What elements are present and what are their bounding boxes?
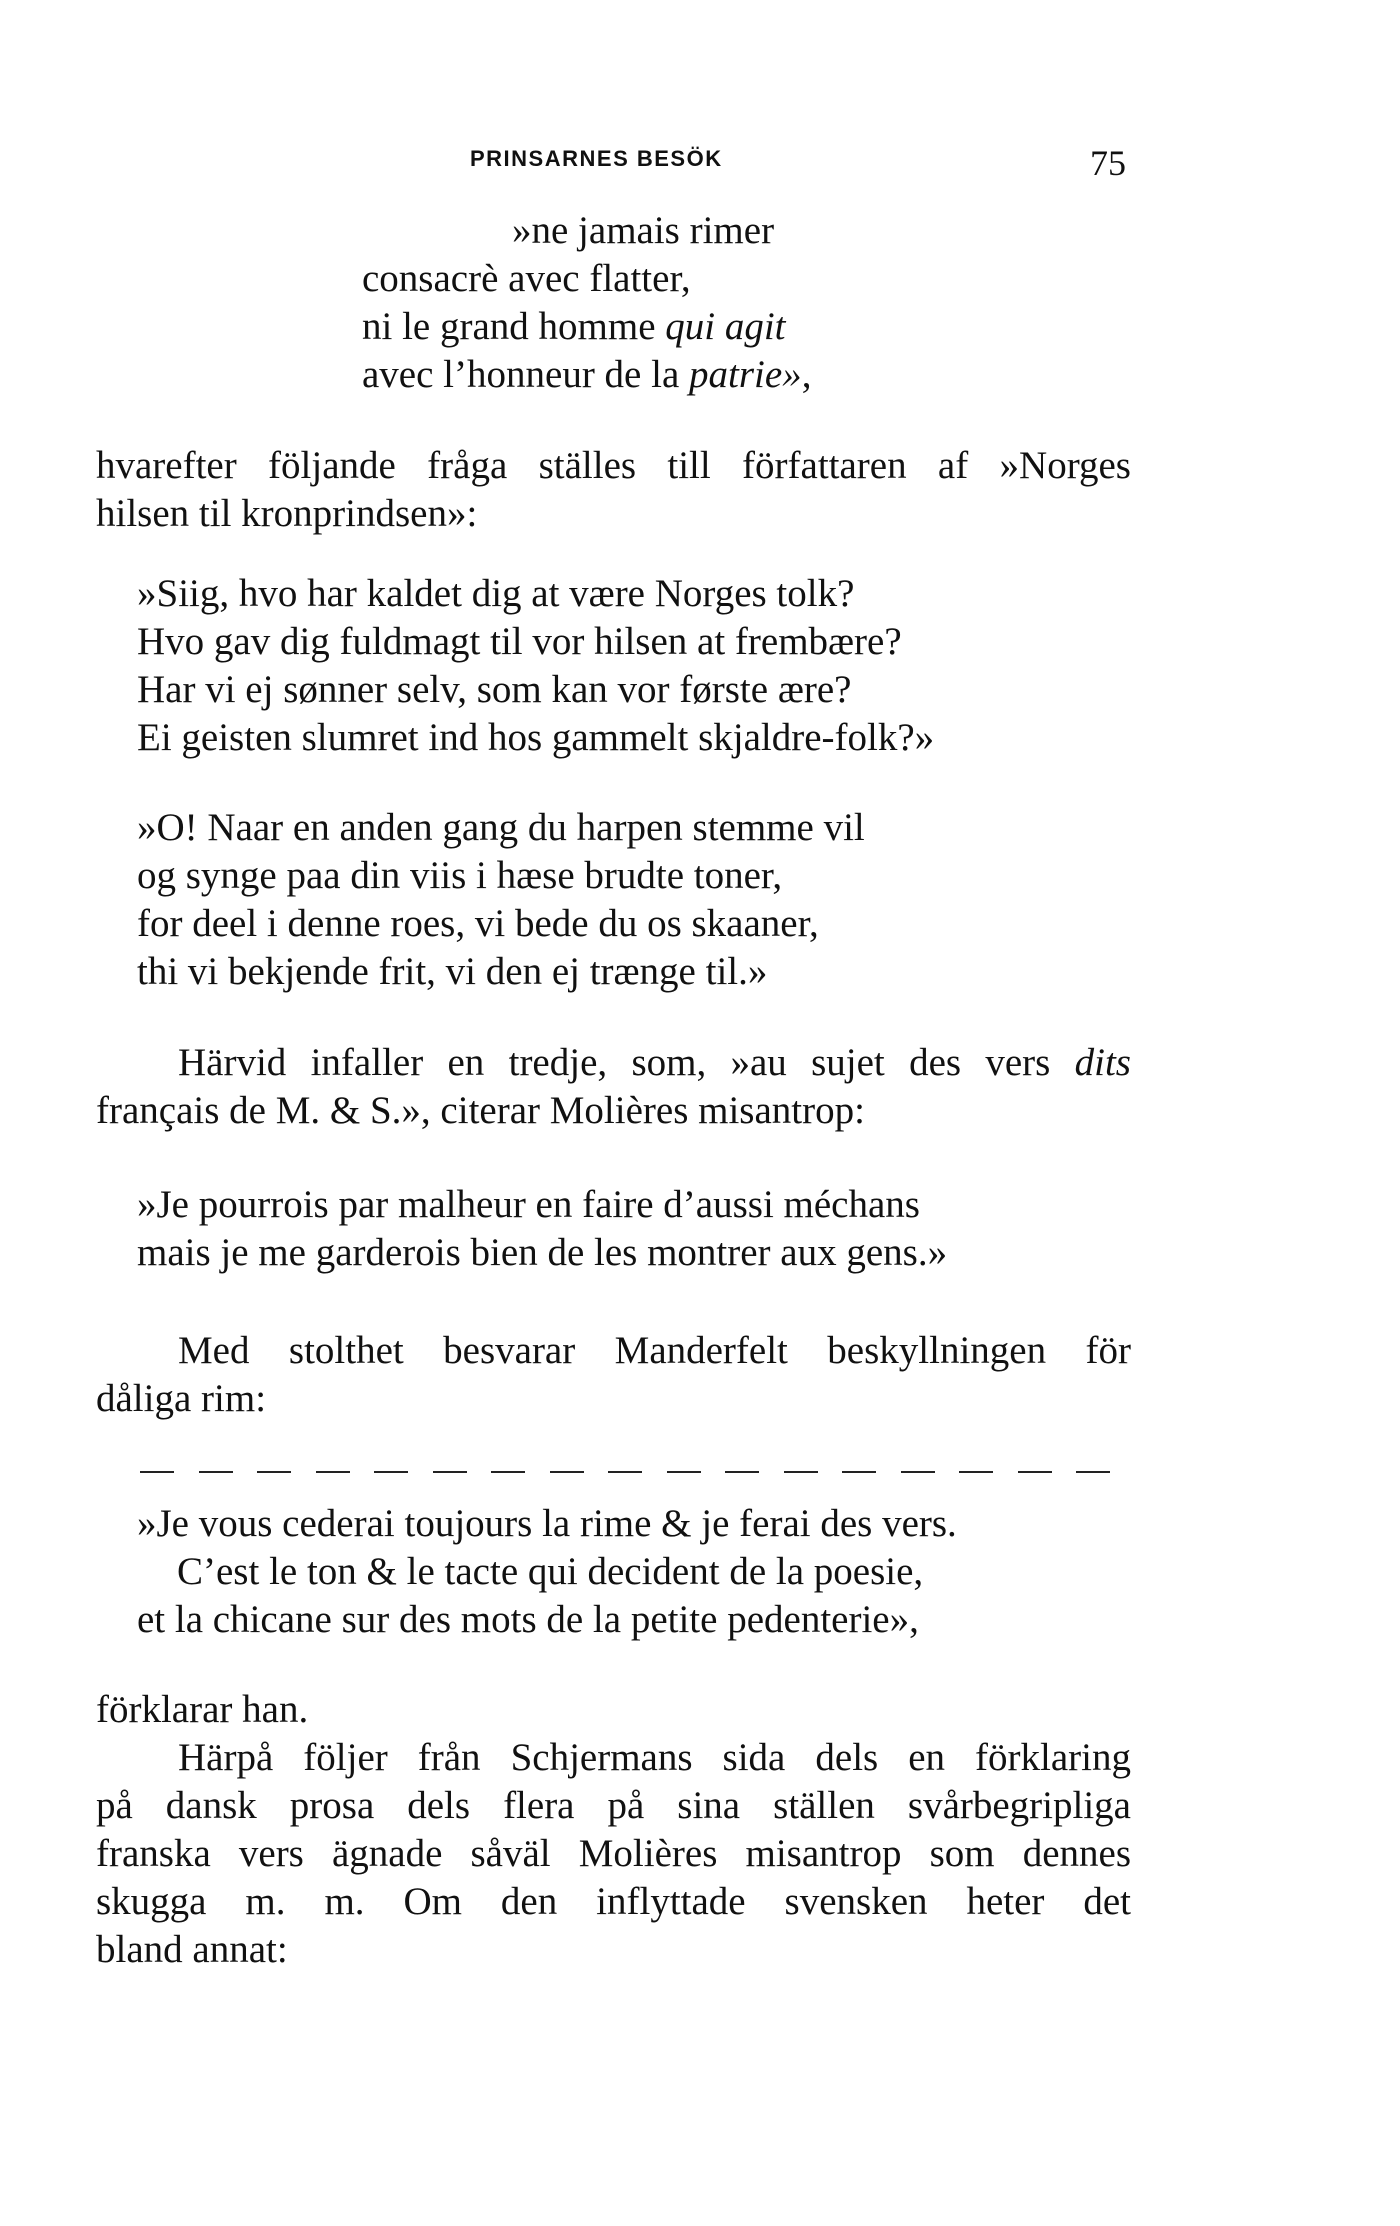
verse-quote-3	[137, 804, 865, 996]
text-line: français de M. & S.», citerar Molières misantrop:	[96, 1089, 865, 1132]
text-line: franska vers ägnade såväl Molières misantrop som dennes	[96, 1832, 1131, 1875]
verse-line: »ne jamais rimer	[512, 209, 775, 252]
dash	[842, 1471, 876, 1473]
running-title: PRINSARNES BESÖK	[470, 146, 723, 171]
omission-dashes	[140, 1462, 1110, 1482]
text-line: förklarar han.	[96, 1688, 309, 1731]
verse-line: Ei geisten slumret ind hos gammelt skjaldre-folk?»	[137, 716, 935, 759]
verse-line: »Je vous cederai toujours la rime & je ferai des vers.	[137, 1502, 957, 1545]
verse-text: avec l’honneur de la	[362, 353, 690, 396]
dash	[1076, 1471, 1110, 1473]
text-line	[96, 1039, 1131, 1087]
verse-line: consacrè avec flatter,	[362, 257, 691, 300]
italic-text: patrie»	[689, 353, 802, 396]
verse-quote-4	[137, 1181, 947, 1277]
text-line: skugga m. m. Om den inflyttade svensken heter det	[96, 1880, 1131, 1923]
verse-quote-1	[362, 207, 811, 399]
verse-line: C’est le ton & le tacte qui decident de la poesie,	[177, 1550, 924, 1593]
verse-line: »Je pourrois par malheur en faire d’aussi méchans	[137, 1183, 920, 1226]
verse-line	[362, 351, 811, 399]
dash	[667, 1471, 701, 1473]
dash	[257, 1471, 291, 1473]
verse-line: mais je me garderois bien de les montrer aux gens.»	[137, 1231, 948, 1274]
page-number: 75	[1090, 143, 1126, 183]
verse-line: et la chicane sur des mots de la petite pedenterie»,	[137, 1598, 919, 1641]
text-line: Härpå följer från Schjermans sida dels en förklaring	[178, 1736, 1131, 1779]
italic-text: dits	[1074, 1041, 1131, 1084]
dash	[199, 1471, 233, 1473]
verse-line: for deel i denne roes, vi bede du os skaaner,	[137, 902, 819, 945]
verse-quote-5	[137, 1500, 957, 1644]
paragraph-2	[96, 1039, 1131, 1135]
verse-line: »O! Naar en anden gang du harpen stemme vil	[137, 806, 865, 849]
verse-line: Har vi ej sønner selv, som kan vor første ære?	[137, 668, 852, 711]
dash	[608, 1471, 642, 1473]
verse-text: ,	[801, 353, 812, 396]
paragraph-3	[96, 1327, 1131, 1423]
running-head	[0, 142, 1400, 182]
text-line: hilsen til kronprindsen»:	[96, 492, 478, 535]
dash	[1018, 1471, 1052, 1473]
dash	[550, 1471, 584, 1473]
paragraph-1	[96, 442, 1131, 538]
verse-text: ni le grand homme	[362, 305, 666, 348]
text-line: Med stolthet besvarar Manderfelt beskyllningen för	[178, 1329, 1131, 1372]
dash	[374, 1471, 408, 1473]
text-line: på dansk prosa dels flera på sina ställen svårbegripliga	[96, 1784, 1131, 1827]
verse-quote-2	[137, 570, 934, 762]
italic-text: qui agit	[665, 305, 786, 348]
text-line: bland annat:	[96, 1928, 288, 1971]
dash	[140, 1471, 174, 1473]
dash	[959, 1471, 993, 1473]
verse-line: thi vi bekjende frit, vi den ej trænge til.»	[137, 950, 768, 993]
verse-line	[362, 303, 811, 351]
dash	[901, 1471, 935, 1473]
verse-line: og synge paa din viis i hæse brudte toner,	[137, 854, 783, 897]
dash	[491, 1471, 525, 1473]
paragraph-4	[96, 1686, 1131, 1974]
text-line: hvarefter följande fråga ställes till författaren af »Norges	[96, 444, 1131, 487]
text-line: dåliga rim:	[96, 1377, 267, 1420]
dash	[725, 1471, 759, 1473]
dash	[316, 1471, 350, 1473]
verse-line: Hvo gav dig fuldmagt til vor hilsen at frembære?	[137, 620, 902, 663]
dash	[433, 1471, 467, 1473]
text-run: Härvid infaller en tredje, som, »au sujet des vers	[178, 1041, 1075, 1084]
verse-line: »Siig, hvo har kaldet dig at være Norges tolk?	[137, 572, 855, 615]
dash	[784, 1471, 818, 1473]
